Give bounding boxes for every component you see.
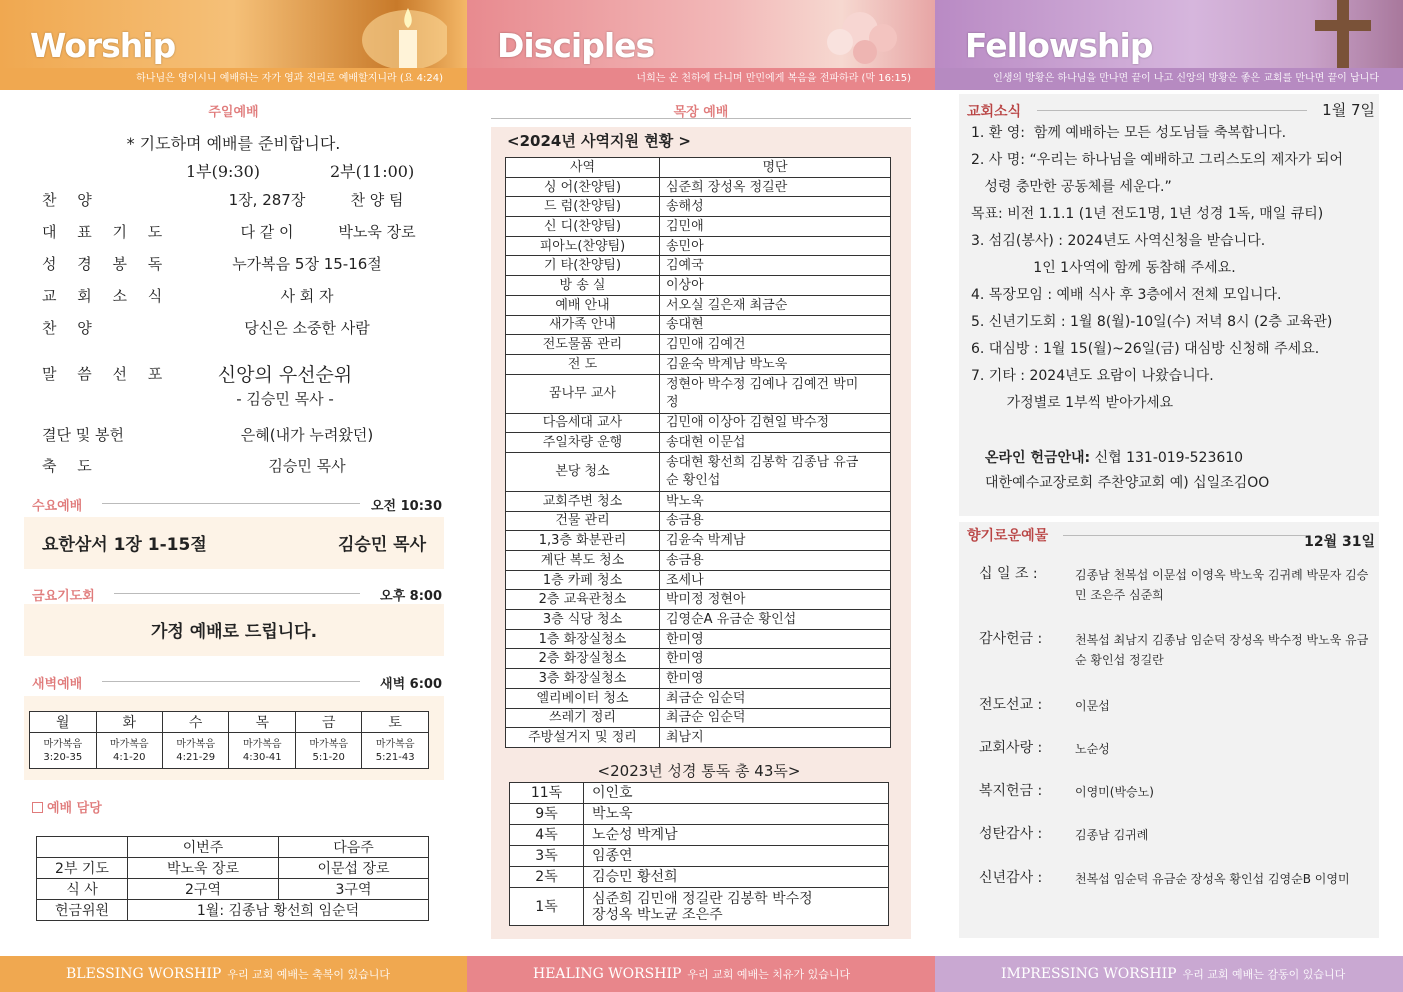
offering-category: 신년감사 : [979, 870, 1043, 886]
ministry-names: 최금순 임순덕 [660, 708, 891, 728]
ministry-role: 다음세대 교사 [506, 413, 660, 433]
duty-this: 박노욱 장로 [128, 858, 279, 879]
ministry-names: 한미영 [660, 669, 891, 689]
fellowship-banner [935, 0, 1403, 68]
day-header-row [30, 712, 429, 733]
offering-category: 십 일 조 : [979, 566, 1038, 582]
bible-row [510, 888, 889, 926]
ministry-role: 전도물품 관리 [506, 335, 660, 355]
online-giving [985, 447, 1243, 467]
ministry-names: 심준희 장성옥 정길란 [660, 177, 891, 197]
news-item: 가정별로 1부씩 받아가세요 [971, 395, 1174, 411]
bible-names: 심준희 김민애 정길란 김봉학 박수정 장성옥 박노균 조은주 [584, 888, 889, 926]
bible-names: 이인호 [584, 783, 889, 804]
duty-key: 2부 기도 [37, 858, 128, 879]
ministry-names: 최남지 [660, 728, 891, 748]
ministry-role: 방 송 실 [506, 276, 660, 296]
bible-count: 9독 [510, 804, 584, 825]
ministry-row [506, 629, 891, 649]
worship-column [0, 0, 467, 992]
ministry-role: 전 도 [506, 354, 660, 374]
offering-title: 향기로운예물 [967, 528, 1049, 544]
bible-row [510, 846, 889, 867]
fellowship-column [935, 0, 1403, 992]
news-item: 6. 대심방 : 1월 15(월)~26일(금) 대심방 신청해 주세요. [971, 341, 1320, 357]
online-holder: 대한예수교장로회 주찬양교회 예) 십일조김OO [985, 475, 1270, 491]
ministry-role: 드 럼(찬양팀) [506, 197, 660, 217]
offering-date: 12월 31일 [1304, 534, 1375, 550]
day-cell: 금 [296, 712, 362, 733]
ministry-names: 최금순 임순덕 [660, 688, 891, 708]
reading-cell [362, 733, 429, 769]
ministry-role: 1층 화장실청소 [506, 629, 660, 649]
reading-book: 마가복음 [176, 738, 215, 750]
ministry-row [506, 531, 891, 551]
bible-row [510, 825, 889, 846]
worship-banner-title: Worship [30, 26, 176, 65]
duty-row [37, 879, 429, 900]
dawn-schedule-table [29, 711, 429, 769]
ministry-names: 한미영 [660, 629, 891, 649]
bible-names: 노순성 박계남 [584, 825, 889, 846]
order-key: 교 회 소 식 [42, 287, 171, 305]
offering-names: 천복섭 최남지 김종남 임순덕 장성옥 박수정 박노욱 유금순 황인섭 정길란 [1075, 633, 1369, 667]
ministry-role: 1,3층 화분관리 [506, 531, 660, 551]
ministry-row [506, 570, 891, 590]
disciples-footer-sub: 우리 교회 예배는 치유가 있습니다 [687, 968, 851, 981]
duty-next: 3구역 [279, 879, 429, 900]
bible-count: 2독 [510, 867, 584, 888]
ministry-names: 송민아 [660, 236, 891, 256]
reading-range: 4:1-20 [113, 751, 146, 763]
news-item: 목표: 비전 1.1.1 (1년 전도1명, 1년 성경 1독, 매일 큐티) [971, 206, 1324, 222]
ministry-role: 새가족 안내 [506, 315, 660, 335]
offering-names: 이문섭 [1075, 699, 1110, 713]
worship-footer [0, 956, 467, 992]
news-item: 7. 기타 : 2024년도 요람이 나왔습니다. [971, 368, 1214, 384]
ministry-names: 조세나 [660, 570, 891, 590]
order-key: 대 표 기 도 [42, 223, 171, 241]
news-date: 1월 7일 [1322, 101, 1375, 119]
news-item: 4. 목장모임 : 예배 식사 후 3층에서 전체 모입니다. [971, 287, 1282, 303]
ministry-role: 2층 화장실청소 [506, 649, 660, 669]
ministry-row [506, 491, 891, 511]
order-row [42, 221, 442, 241]
bible-reading-table [509, 782, 889, 926]
blessing-row [42, 455, 442, 475]
ministry-role: 기 타(찬양팀) [506, 256, 660, 276]
reading-cell [96, 733, 162, 769]
ministry-row [506, 551, 891, 571]
news-item: 1인 1사역에 함께 동참해 주세요. [971, 260, 1236, 276]
ministry-header-cell: 명단 [660, 158, 891, 178]
duty-header [32, 797, 102, 816]
blessing-key: 축 도 [42, 457, 100, 475]
cross-icon [1273, 0, 1383, 68]
order-value: 다 같 이 [240, 223, 294, 241]
order-row [42, 285, 442, 305]
bible-count: 11독 [510, 783, 584, 804]
order-key: 찬 양 [42, 319, 100, 337]
ministry-row [506, 452, 891, 491]
ministry-role: 교회주변 청소 [506, 491, 660, 511]
offering-category: 전도선교 : [979, 697, 1043, 713]
reading-range: 3:20-35 [43, 751, 83, 763]
ministry-header-cell: 사역 [506, 158, 660, 178]
news-item: 2. 사 명: “우리는 하나님을 예배하고 그리스도의 제자가 되어 [971, 152, 1343, 168]
ministry-row [506, 374, 891, 413]
news-item: 5. 신년기도회 : 1월 8(월)-10일(수) 저녁 8시 (2층 교육관) [971, 314, 1333, 330]
disciples-footer [467, 956, 935, 992]
ministry-names: 김영순A 유금순 황인섭 [660, 610, 891, 630]
ministry-title: <2024년 사역지원 현황 > [507, 132, 691, 150]
bible-row [510, 804, 889, 825]
bible-count: 3독 [510, 846, 584, 867]
bible-names: 임종연 [584, 846, 889, 867]
reading-cell [30, 733, 97, 769]
offering-names: 천복섭 임순덕 유금순 장성옥 황인섭 김영순B 이영미 [1075, 872, 1350, 886]
fri-panel [24, 604, 444, 656]
dawn-time: 새벽 6:00 [380, 677, 442, 692]
ministry-table [505, 157, 891, 748]
ministry-row [506, 511, 891, 531]
service-1-time: 1부(9:30) [186, 162, 261, 181]
usher-key: 헌금위원 [37, 900, 128, 921]
disciples-verse: 너희는 온 천하에 다니며 만민에게 복음을 전파하라 (막 16:15) [467, 68, 935, 90]
ministry-names: 김윤숙 박계남 박노욱 [660, 354, 891, 374]
ministry-row [506, 413, 891, 433]
sermon-title: 신앙의 우선순위 [217, 364, 353, 386]
ministry-names: 송금용 [660, 551, 891, 571]
ministry-row [506, 728, 891, 748]
duty-next: 이문섭 장로 [279, 858, 429, 879]
reading-cell [296, 733, 362, 769]
ministry-role: 3층 식당 청소 [506, 610, 660, 630]
order-value: 1장, 287장 [228, 191, 306, 209]
fri-header [32, 585, 442, 604]
disciples-banner [467, 0, 935, 68]
order-value: 누가복음 5장 15-16절 [232, 255, 382, 273]
duty-label: 예배 담당 [47, 801, 102, 816]
ministry-role: 3층 화장실청소 [506, 669, 660, 689]
order-row [42, 317, 442, 337]
sermon-preacher: - 김승민 목사 - [236, 390, 334, 408]
reading-book: 마가복음 [109, 738, 149, 750]
reading-range: 4:21-29 [176, 751, 216, 763]
reading-book: 마가복음 [242, 738, 282, 750]
ministry-names: 송대현 이문섭 [660, 433, 891, 453]
ministry-row [506, 256, 891, 276]
ministry-role: 주방설거지 및 정리 [506, 728, 660, 748]
offering-names: 김종남 김귀례 [1075, 828, 1149, 842]
ministry-row [506, 354, 891, 374]
candle-icon [337, 0, 447, 68]
divider [102, 681, 360, 682]
disciples-column [467, 0, 935, 992]
next-week-header: 다음주 [279, 837, 429, 858]
fellowship-footer [935, 956, 1403, 992]
ministry-row [506, 295, 891, 315]
ministry-role: 신 디(찬양팀) [506, 217, 660, 237]
worship-footer-title: BLESSING WORSHIP [66, 966, 222, 982]
reading-book: 마가복음 [309, 738, 349, 750]
flower-icon [805, 0, 915, 68]
duty-key: 식 사 [37, 879, 128, 900]
ministry-row [506, 276, 891, 296]
ministry-row [506, 649, 891, 669]
bible-row [510, 867, 889, 888]
reading-book: 마가복음 [43, 738, 83, 750]
reading-cell [229, 733, 296, 769]
ministry-role: 쓰레기 정리 [506, 708, 660, 728]
offering-category: 교회사랑 : [979, 740, 1043, 756]
ministry-row [506, 197, 891, 217]
offering-names: 김종남 천복섭 이문섭 이영옥 박노욱 김귀례 박문자 김승민 조은주 심준희 [1075, 568, 1369, 602]
ministry-row [506, 335, 891, 355]
ministry-names: 송대현 [660, 315, 891, 335]
ministry-names: 송금용 [660, 511, 891, 531]
blessing-value: 김승민 목사 [268, 457, 346, 475]
ministry-names: 김민애 이상아 김현일 박수정 [660, 413, 891, 433]
online-account: 신협 131-019-523610 [1094, 450, 1244, 466]
offering-value: 은혜(내가 누려왔던) [240, 426, 374, 444]
empty-cell [37, 837, 128, 858]
cell-worship-title: 목장 예배 [673, 105, 729, 120]
duty-table [36, 836, 429, 921]
wed-text: 요한삼서 1장 1-15절 [42, 535, 207, 555]
reading-range: 5:1-20 [312, 751, 345, 763]
reading-range: 5:21-43 [375, 751, 415, 763]
worship-banner [0, 0, 467, 68]
order-value: 사 회 자 [280, 287, 334, 305]
fellowship-footer-sub: 우리 교회 예배는 감동이 있습니다 [1182, 968, 1346, 981]
offering-row [42, 424, 442, 444]
bible-row [510, 783, 889, 804]
ministry-role: 계단 복도 청소 [506, 551, 660, 571]
service-2-time: 2부(11:00) [330, 162, 415, 181]
reading-row [30, 733, 429, 769]
prepare-text: * 기도하며 예배를 준비합니다. [126, 134, 341, 153]
bible-names: 김승민 황선희 [584, 867, 889, 888]
order-right: 찬 양 팀 [350, 191, 404, 209]
ministry-row [506, 177, 891, 197]
duty-row [37, 900, 429, 921]
day-cell: 목 [229, 712, 296, 733]
fellowship-banner-title: Fellowship [965, 26, 1153, 65]
news-item: 성령 충만한 공동체를 세운다.” [971, 179, 1172, 195]
ministry-names: 정현아 박수정 김예나 김예건 박미정 [660, 374, 891, 413]
fellowship-verse: 인생의 방황은 하나님을 만나면 끝이 나고 신앙의 방황은 좋은 교회를 만나면 끝이 납니다 [935, 68, 1403, 90]
wed-header [32, 495, 442, 514]
usher-value: 1월: 김종남 황선희 임순덕 [128, 900, 429, 921]
ministry-names: 김예국 [660, 256, 891, 276]
offering-names: 노순성 [1075, 742, 1110, 756]
offering-names: 이영미(박승노) [1075, 785, 1154, 799]
order-row [42, 253, 442, 273]
order-value: 당신은 소중한 사람 [244, 319, 370, 337]
ministry-names: 박노욱 [660, 491, 891, 511]
wed-panel [24, 517, 444, 569]
order-key: 성 경 봉 독 [42, 255, 171, 273]
checkbox-icon [32, 802, 43, 813]
ministry-role: 본당 청소 [506, 452, 660, 491]
ministry-row [506, 688, 891, 708]
divider [114, 593, 360, 594]
order-row [42, 189, 442, 209]
ministry-names: 송대현 황선희 김봉학 김종남 유금순 황인섭 [660, 452, 891, 491]
fri-text: 가정 예배로 드립니다. [150, 622, 318, 642]
day-cell: 토 [362, 712, 429, 733]
offering-category: 감사헌금 : [979, 631, 1043, 647]
ministry-names: 한미영 [660, 649, 891, 669]
ministry-row [506, 315, 891, 335]
online-label: 온라인 헌금안내: [985, 450, 1091, 466]
reading-cell [162, 733, 229, 769]
offering-category: 복지헌금 : [979, 783, 1043, 799]
ministry-row [506, 708, 891, 728]
dawn-header [32, 673, 442, 692]
ministry-role: 피아노(찬양팀) [506, 236, 660, 256]
sermon-key: 말 씀 선 포 [42, 365, 171, 383]
ministry-names: 이상아 [660, 276, 891, 296]
ministry-role: 주일차량 운행 [506, 433, 660, 453]
divider [491, 118, 911, 119]
ministry-role: 2층 교육관청소 [506, 590, 660, 610]
news-item: 1. 환 영: 함께 예배하는 모든 성도님들 축복합니다. [971, 125, 1287, 141]
wed-preacher: 김승민 목사 [337, 535, 426, 555]
ministry-names: 김윤숙 박계남 [660, 531, 891, 551]
dawn-label: 새벽예배 [32, 677, 83, 692]
ministry-row [506, 590, 891, 610]
ministry-role: 건물 관리 [506, 511, 660, 531]
ministry-names: 김민애 [660, 217, 891, 237]
fellowship-footer-title: IMPRESSING WORSHIP [1001, 966, 1177, 982]
ministry-header-row [506, 158, 891, 178]
bible-names: 박노욱 [584, 804, 889, 825]
divider [1037, 110, 1307, 111]
worship-verse: 하나님은 영이시니 예배하는 자가 영과 진리로 예배할지니라 (요 4:24) [0, 68, 467, 90]
fri-time: 오후 8:00 [380, 589, 442, 604]
disciples-footer-title: HEALING WORSHIP [533, 966, 682, 982]
sunday-worship-title: 주일예배 [208, 105, 259, 120]
worship-footer-sub: 우리 교회 예배는 축복이 있습니다 [227, 968, 391, 981]
order-right: 박노욱 장로 [338, 223, 416, 241]
order-key: 찬 양 [42, 191, 100, 209]
ministry-row [506, 669, 891, 689]
ministry-role: 엘리베이터 청소 [506, 688, 660, 708]
day-cell: 화 [96, 712, 162, 733]
reading-range: 4:30-41 [242, 751, 282, 763]
this-week-header: 이번주 [128, 837, 279, 858]
ministry-names: 서오실 길은재 최금순 [660, 295, 891, 315]
bible-count: 4독 [510, 825, 584, 846]
duty-row [37, 858, 429, 879]
fri-label: 금요기도회 [32, 589, 95, 604]
disciples-banner-title: Disciples [497, 26, 655, 65]
ministry-role: 꿈나무 교사 [506, 374, 660, 413]
ministry-row [506, 236, 891, 256]
duty-header-row [37, 837, 429, 858]
ministry-role: 1층 카페 청소 [506, 570, 660, 590]
duty-this: 2구역 [128, 879, 279, 900]
news-item: 3. 섬김(봉사) : 2024년도 사역신청을 받습니다. [971, 233, 1266, 249]
divider [102, 503, 360, 504]
wed-time: 오전 10:30 [370, 499, 442, 514]
ministry-names: 송해성 [660, 197, 891, 217]
bible-reading-title: <2023년 성경 통독 총 43독> [597, 762, 801, 780]
ministry-role: 예배 안내 [506, 295, 660, 315]
day-cell: 수 [162, 712, 229, 733]
divider [1063, 535, 1307, 536]
day-cell: 월 [30, 712, 97, 733]
offering-category: 성탄감사 : [979, 826, 1043, 842]
ministry-names: 김민애 김예건 [660, 335, 891, 355]
ministry-row [506, 433, 891, 453]
wed-label: 수요예배 [32, 499, 83, 514]
offering-key: 결단 및 봉헌 [42, 426, 124, 444]
ministry-row [506, 610, 891, 630]
news-title: 교회소식 [967, 104, 1022, 120]
ministry-names: 박미정 정현아 [660, 590, 891, 610]
ministry-row [506, 217, 891, 237]
ministry-role: 싱 어(찬양팀) [506, 177, 660, 197]
bible-count: 1독 [510, 888, 584, 926]
reading-book: 마가복음 [375, 738, 415, 750]
